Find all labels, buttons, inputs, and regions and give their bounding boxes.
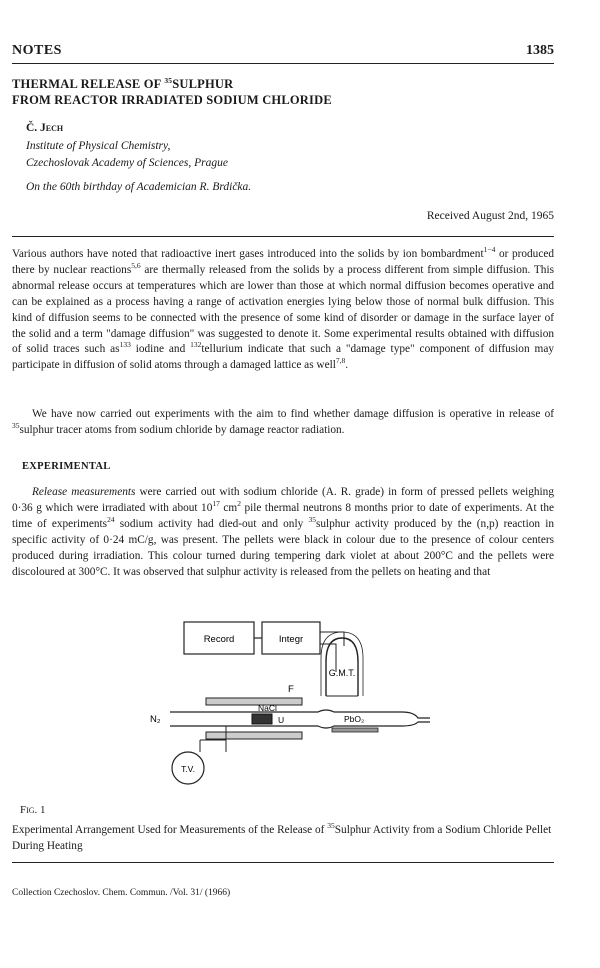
section-heading-experimental: EXPERIMENTAL	[22, 461, 111, 472]
nitrogen-label: N₂	[150, 714, 161, 725]
page-number: 1385	[526, 43, 554, 58]
furnace-top	[206, 698, 302, 705]
abstract-rule	[12, 236, 554, 237]
record-label: Record	[203, 634, 235, 645]
experimental-paragraph: Release measurements were carried out with sodium chloride (A. R. grade) in form of pressed pellets weighing 0·36 g which were irradiated with about $10^{17}$ $cm^2$ pile thermal neutrons 8 months prior to date of experiments. At the time of experiments$^{24}$ sodium activity had died-out and only $^{35}$sulphur activity produced by the (n,p) reaction in specific activity of 0·24 mC/g, was present. The pellets were black in colour due to the presence of colour centers produced during irradiation. This colour turned during tempering dark violet at about 200°C and the pellets were discoloured at 300°C. It was observed that sulphur activity is released from the pellets on heating and that	[12, 486, 554, 578]
furnace-label: F	[288, 684, 294, 695]
integrator-label: Integr	[278, 634, 304, 645]
running-header-section: NOTES	[12, 43, 62, 58]
header-rule	[12, 63, 554, 64]
figure-number: Fig. 1	[20, 804, 46, 816]
article-title: THERMAL RELEASE OF $^{35}$SULPHUR FROM REACTOR IRRADIATED SODIUM CHLORIDE	[12, 75, 332, 107]
figure-caption: Experimental Arrangement Used for Measurements of the Release of $^{35}$Sulphur Activity from a Sodium Chloride Pellet During Heating	[12, 821, 552, 852]
furnace-bottom	[206, 732, 302, 739]
u-label: U	[278, 715, 285, 725]
journal-footer: Collection Czechoslov. Chem. Commun. /Vol. 31/ (1966)	[12, 888, 231, 898]
nacl-pellet	[252, 714, 272, 724]
pbo2-layer	[332, 728, 378, 732]
dedication: On the 60th birthday of Academician R. Brdička.	[26, 181, 252, 193]
nacl-label: NaCl	[258, 703, 277, 713]
figure-apparatus-diagram	[140, 612, 460, 790]
author-affiliation: Institute of Physical Chemistry, Czechoslovak Academy of Sciences, Prague	[26, 140, 228, 169]
author-name: Č. Jech	[26, 122, 64, 134]
aim-paragraph: We have now carried out experiments with the aim to find whether damage diffusion is operative in release of $^{35}$sulphur tracer atoms from sodium chloride by damage reactor radiation.	[12, 408, 554, 436]
received-date: Received August 2nd, 1965	[426, 210, 554, 222]
pbo2-label: PbO₂	[344, 714, 365, 724]
footer-rule	[12, 862, 554, 863]
intro-paragraph: Various authors have noted that radioactive inert gases introduced into the solids by ion bombardment$^{1-4}$ or produced there by nuclear reactions$^{5,6}$ are thermally released from the solids by a process different from simple diffusion. This abnormal release occurs at temperatures which are lower than those at which normal diffusion becomes operative and can be explained as a process having a range of activation energies lying below those of normal bulk diffusion. This kind of diffusion seems to be connected with the presence of some kind of disorder or damage in the surface layer of the solid and a term "damage diffusion" was suggested to denote it. Some experimental results obtained with diffusion of solid traces such $as^{133}$ iodine and $^{132}$tellurium indicate that such a "damage type" component of diffusion may participate in diffusion of solid atoms through a damaged lattice as well$^{7,8}$.	[12, 245, 554, 372]
reaction-tube	[170, 710, 430, 718]
thermovoltmeter-label: T.V.	[181, 764, 195, 774]
gm-tube	[326, 638, 358, 696]
gm-tube-label: G.M.T.	[328, 668, 356, 678]
